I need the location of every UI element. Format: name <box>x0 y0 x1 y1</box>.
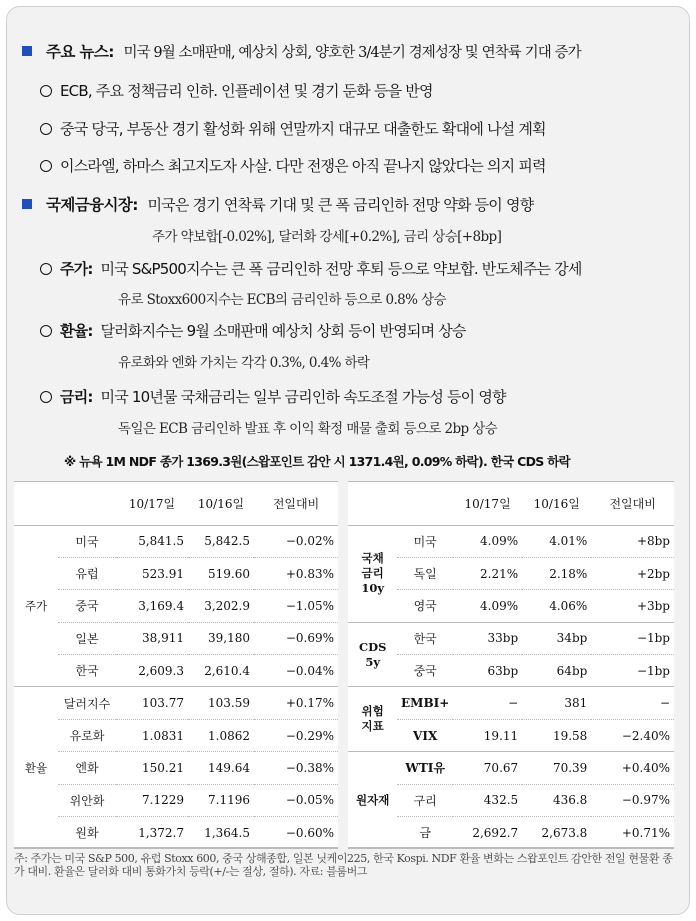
circle-bullet-icon <box>40 85 52 97</box>
value-today: 4.09% <box>453 525 522 557</box>
value-prev: 1,364.5 <box>188 817 254 849</box>
group-label: 국채 금리 10y <box>348 525 397 622</box>
group-label: 원자재 <box>348 752 397 849</box>
value-today: 70.67 <box>453 752 522 784</box>
value-today: 63bp <box>453 655 522 687</box>
news-item: 중국 당국, 부동산 경기 활성화 위해 연말까지 대규모 대출한도 확대에 나설 계획 <box>40 118 546 139</box>
ndf-note: ※ 뉴욕 1M NDF 종가 1369.3원(스왑포인트 감안 시 1371.4원, 0.09% 하락). 한국 CDS 하락 <box>64 454 570 469</box>
news-heading: 주요 뉴스: <box>46 43 114 61</box>
value-change: −0.38% <box>254 752 338 784</box>
value-change: −0.60% <box>254 817 338 849</box>
value-prev: 519.60 <box>188 557 254 589</box>
news-item: 이스라엘, 하마스 최고지도자 사살. 다만 전쟁은 아직 끝나지 않았다는 의지 피력 <box>40 155 546 176</box>
value-change: +0.17% <box>254 687 338 719</box>
table-row <box>348 719 674 751</box>
circle-bullet-icon <box>40 160 52 172</box>
row-label: 중국 <box>397 655 453 687</box>
row-label: 미국 <box>397 525 453 557</box>
row-label: 일본 <box>58 622 116 654</box>
row-label: 독일 <box>397 557 453 589</box>
row-label: 미국 <box>58 525 116 557</box>
market-item-stocks: 주가: 미국 S&P500지수는 큰 폭 금리인하 전망 후퇴 등으로 약보합. 반도체주는 강세 <box>40 258 582 279</box>
market-item-rates-sub: 독일은 ECB 금리인하 발표 후 이익 확정 매물 출회 등으로 2bp 상승 <box>118 421 498 437</box>
table-row <box>14 655 338 687</box>
row-label: 달러지수 <box>58 687 116 719</box>
value-today: 523.91 <box>116 557 188 589</box>
market-headline: 미국은 경기 연착륙 기대 및 큰 폭 금리인하 전망 약화 등이 영향 <box>147 196 534 214</box>
left-market-table <box>14 481 338 848</box>
value-change: −0.29% <box>254 719 338 751</box>
row-label: WTI유 <box>397 752 453 784</box>
value-prev: 2.18% <box>522 557 591 589</box>
news-item: ECB, 주요 정책금리 인하. 인플레이션 및 경기 둔화 등을 반영 <box>40 80 433 101</box>
row-label: 영국 <box>397 590 453 622</box>
table-row <box>14 687 338 719</box>
square-bullet-icon <box>22 46 32 56</box>
table-row <box>14 784 338 816</box>
circle-bullet-icon <box>40 263 52 275</box>
value-prev: 1.0862 <box>188 719 254 751</box>
value-today: 4.09% <box>453 590 522 622</box>
table-row <box>348 655 674 687</box>
row-label: 원화 <box>58 817 116 849</box>
value-change: −0.04% <box>254 655 338 687</box>
value-change: +0.71% <box>591 817 674 849</box>
group-label: 주가 <box>14 525 58 687</box>
value-prev: 3,202.9 <box>188 590 254 622</box>
table-row <box>14 817 338 849</box>
row-label: 한국 <box>58 655 116 687</box>
value-today: 7.1229 <box>116 784 188 816</box>
value-prev: 149.64 <box>188 752 254 784</box>
news-heading-line <box>22 40 581 62</box>
value-prev: 2,673.8 <box>522 817 591 849</box>
table-row <box>348 590 674 622</box>
market-item-rates: 금리: 미국 10년물 국채금리는 일부 금리인하 속도조절 가능성 등이 영향 <box>40 386 506 407</box>
table-row <box>348 817 674 849</box>
value-change: +0.40% <box>591 752 674 784</box>
value-today: 2.21% <box>453 557 522 589</box>
news-headline: 미국 9월 소매판매, 예상치 상회, 양호한 3/4분기 경제성장 및 연착륙 기대 증가 <box>123 45 581 61</box>
col-header: 전일대비 <box>254 482 338 525</box>
market-item-fx: 환율: 달러화지수는 9월 소매판매 예상치 상회 등이 반영되며 상승 <box>40 320 466 341</box>
market-item-stocks-sub: 유로 Stoxx600지수는 ECB의 금리인하 등으로 0.8% 상승 <box>118 292 446 308</box>
value-prev: 103.59 <box>188 687 254 719</box>
col-header: 10/17일 <box>453 482 522 525</box>
value-change: −0.05% <box>254 784 338 816</box>
footnote: 주: 주가는 미국 S&P 500, 유럽 Stoxx 600, 중국 상해종합, 일본 닛케이225, 한국 Kospi. NDF 환율 변화는 스왑포인트 감안한 전일 현물환 종가 대비. 환율은 달러화 대비 통화가치 등락(+/-는 절상, 절하). 자료: 블룸버그 <box>14 852 673 878</box>
value-change: +0.83% <box>254 557 338 589</box>
value-change: −1bp <box>591 622 674 654</box>
value-today: 38,911 <box>116 622 188 654</box>
table-row <box>348 622 674 654</box>
row-label: 위안화 <box>58 784 116 816</box>
table-row <box>348 752 674 784</box>
value-prev: 64bp <box>522 655 591 687</box>
market-summary: 주가 약보합[-0.02%], 달러화 강세[+0.2%], 금리 상승[+8bp] <box>152 229 502 245</box>
value-change: +3bp <box>591 590 674 622</box>
value-today: 1.0831 <box>116 719 188 751</box>
value-today: 19.11 <box>453 719 522 751</box>
value-today: 2,692.7 <box>453 817 522 849</box>
circle-bullet-icon <box>40 123 52 135</box>
value-prev: 39,180 <box>188 622 254 654</box>
value-prev: 19.58 <box>522 719 591 751</box>
col-header: 전일대비 <box>591 482 674 525</box>
value-change: −2.40% <box>591 719 674 751</box>
value-prev: 436.8 <box>522 784 591 816</box>
table-row <box>14 525 338 557</box>
row-label: 구리 <box>397 784 453 816</box>
table-row <box>348 557 674 589</box>
value-today: 5,841.5 <box>116 525 188 557</box>
value-change: −0.69% <box>254 622 338 654</box>
value-change: − <box>591 687 674 719</box>
value-prev: 34bp <box>522 622 591 654</box>
value-prev: 5,842.5 <box>188 525 254 557</box>
value-today: 103.77 <box>116 687 188 719</box>
row-label: 유로화 <box>58 719 116 751</box>
table-row <box>348 525 674 557</box>
value-prev: 4.01% <box>522 525 591 557</box>
col-header: 10/17일 <box>116 482 188 525</box>
value-today: 432.5 <box>453 784 522 816</box>
value-today: 2,609.3 <box>116 655 188 687</box>
value-prev: 7.1196 <box>188 784 254 816</box>
value-change: −1.05% <box>254 590 338 622</box>
square-bullet-icon <box>22 199 32 209</box>
group-label: 환율 <box>14 687 58 849</box>
value-change: −0.97% <box>591 784 674 816</box>
col-header: 10/16일 <box>522 482 591 525</box>
market-heading-line <box>22 193 533 215</box>
value-change: −0.02% <box>254 525 338 557</box>
value-today: − <box>453 687 522 719</box>
value-prev: 381 <box>522 687 591 719</box>
row-label: VIX <box>397 719 453 751</box>
table-row <box>14 557 338 589</box>
value-change: +8bp <box>591 525 674 557</box>
table-row <box>14 752 338 784</box>
market-heading: 국제금융시장: <box>46 196 138 214</box>
value-today: 150.21 <box>116 752 188 784</box>
value-today: 33bp <box>453 622 522 654</box>
value-prev: 2,610.4 <box>188 655 254 687</box>
value-change: +2bp <box>591 557 674 589</box>
table-row <box>348 784 674 816</box>
value-prev: 4.06% <box>522 590 591 622</box>
row-label: 한국 <box>397 622 453 654</box>
circle-bullet-icon <box>40 325 52 337</box>
table-row <box>14 590 338 622</box>
right-market-table <box>348 481 674 848</box>
group-label: 위험 지표 <box>348 687 397 752</box>
market-item-fx-sub: 유로화와 엔화 가치는 각각 0.3%, 0.4% 하락 <box>118 355 370 371</box>
value-today: 3,169.4 <box>116 590 188 622</box>
row-label: 엔화 <box>58 752 116 784</box>
value-change: −1bp <box>591 655 674 687</box>
row-label: 유럽 <box>58 557 116 589</box>
table-row <box>14 622 338 654</box>
circle-bullet-icon <box>40 391 52 403</box>
value-prev: 70.39 <box>522 752 591 784</box>
table-row <box>14 719 338 751</box>
group-label: CDS 5y <box>348 622 397 687</box>
table-row <box>348 687 674 719</box>
row-label: 금 <box>397 817 453 849</box>
row-label: 중국 <box>58 590 116 622</box>
row-label: EMBI+ <box>397 687 453 719</box>
value-today: 1,372.7 <box>116 817 188 849</box>
col-header: 10/16일 <box>188 482 254 525</box>
